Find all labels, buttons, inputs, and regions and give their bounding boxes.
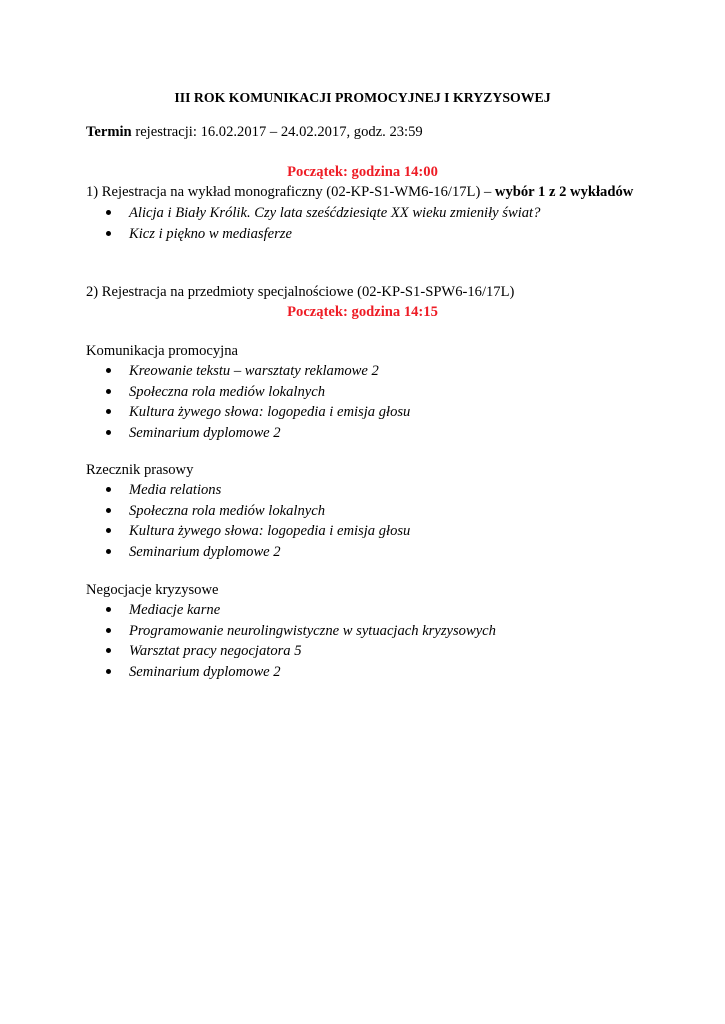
- group-list-promocyjna: [104, 361, 410, 443]
- bullet-icon: [106, 231, 111, 236]
- list-item-label: Alicja i Biały Królik. Czy lata sześćdziesiąte XX wieku zmieniły świat?: [129, 205, 541, 221]
- list-item-label: Seminarium dyplomowe 2: [129, 543, 281, 560]
- registration-deadline: [86, 122, 423, 142]
- list-item-label: Społeczna rola mediów lokalnych: [129, 383, 326, 400]
- list-item: [104, 521, 410, 542]
- bullet-icon: [106, 508, 111, 513]
- bullet-icon: [106, 648, 111, 653]
- list-item: [104, 621, 496, 642]
- list-item: [104, 542, 410, 563]
- list-item: [104, 662, 496, 683]
- bullet-icon: [106, 409, 111, 414]
- list-item-label: Kreowanie tekstu – warsztaty reklamowe 2: [129, 363, 379, 379]
- list-item: [104, 641, 496, 662]
- list-item: [104, 224, 540, 245]
- list-item: [104, 361, 410, 382]
- section1-heading-text: 1) Rejestracja na wykład monograficzny (02-KP-S1-WM6-16/17L) –: [86, 184, 495, 200]
- bullet-icon: [106, 430, 111, 435]
- list-item-label: Społeczna rola mediów lokalnych: [129, 502, 326, 519]
- section2-start-time: Początek: godzina 14:15: [287, 304, 438, 320]
- list-item-label: Mediacje karne: [129, 602, 221, 618]
- section2-heading: 2) Rejestracja na przedmioty specjalnościowe (02-KP-S1-SPW6-16/17L): [86, 284, 515, 300]
- bullet-icon: [106, 528, 111, 533]
- group-list-negocjacje: [104, 600, 496, 682]
- group-heading-negocjacje: Negocjacje kryzysowe: [86, 582, 219, 598]
- bullet-icon: [106, 669, 111, 674]
- list-item-label: Programowanie neurolingwistyczne w sytuacjach kryzysowych: [129, 622, 496, 639]
- deadline-text: rejestracji: 16.02.2017 – 24.02.2017, godz. 23:59: [131, 124, 423, 140]
- bullet-icon: [106, 628, 111, 633]
- list-item: [104, 382, 410, 403]
- group-heading-promocyjna: Komunikacja promocyjna: [86, 343, 238, 359]
- list-item: [104, 203, 540, 224]
- list-item-label: Media relations: [129, 482, 222, 498]
- list-item: [104, 423, 410, 444]
- section1-start-time: Początek: godzina 14:00: [287, 164, 438, 180]
- deadline-label: Termin: [86, 124, 132, 140]
- document-title: III ROK KOMUNIKACJI PROMOCYJNEJ I KRYZYSOWEJ: [174, 90, 551, 105]
- list-item-label: Seminarium dyplomowe 2: [129, 424, 281, 441]
- bullet-icon: [106, 487, 111, 492]
- bullet-icon: [106, 389, 111, 394]
- list-item-label: Seminarium dyplomowe 2: [129, 663, 281, 680]
- group-heading-rzecznik: Rzecznik prasowy: [86, 462, 194, 478]
- bullet-icon: [106, 607, 111, 612]
- list-item: [104, 480, 410, 501]
- list-item-label: Warsztat pracy negocjatora 5: [129, 643, 302, 659]
- bullet-icon: [106, 210, 111, 215]
- bullet-icon: [106, 368, 111, 373]
- list-item: [104, 501, 410, 522]
- list-item-label: Kicz i piękno w mediasferze: [129, 225, 292, 242]
- list-item-label: Kultura żywego słowa: logopedia i emisja głosu: [129, 523, 411, 539]
- section1-heading: [86, 182, 633, 202]
- list-item: [104, 600, 496, 621]
- list-item-label: Kultura żywego słowa: logopedia i emisja głosu: [129, 404, 411, 420]
- section1-heading-choice: wybór 1 z 2 wykładów: [494, 184, 634, 200]
- section1-lecture-list: [104, 203, 540, 244]
- bullet-icon: [106, 549, 111, 554]
- group-list-rzecznik: [104, 480, 410, 562]
- list-item: [104, 402, 410, 423]
